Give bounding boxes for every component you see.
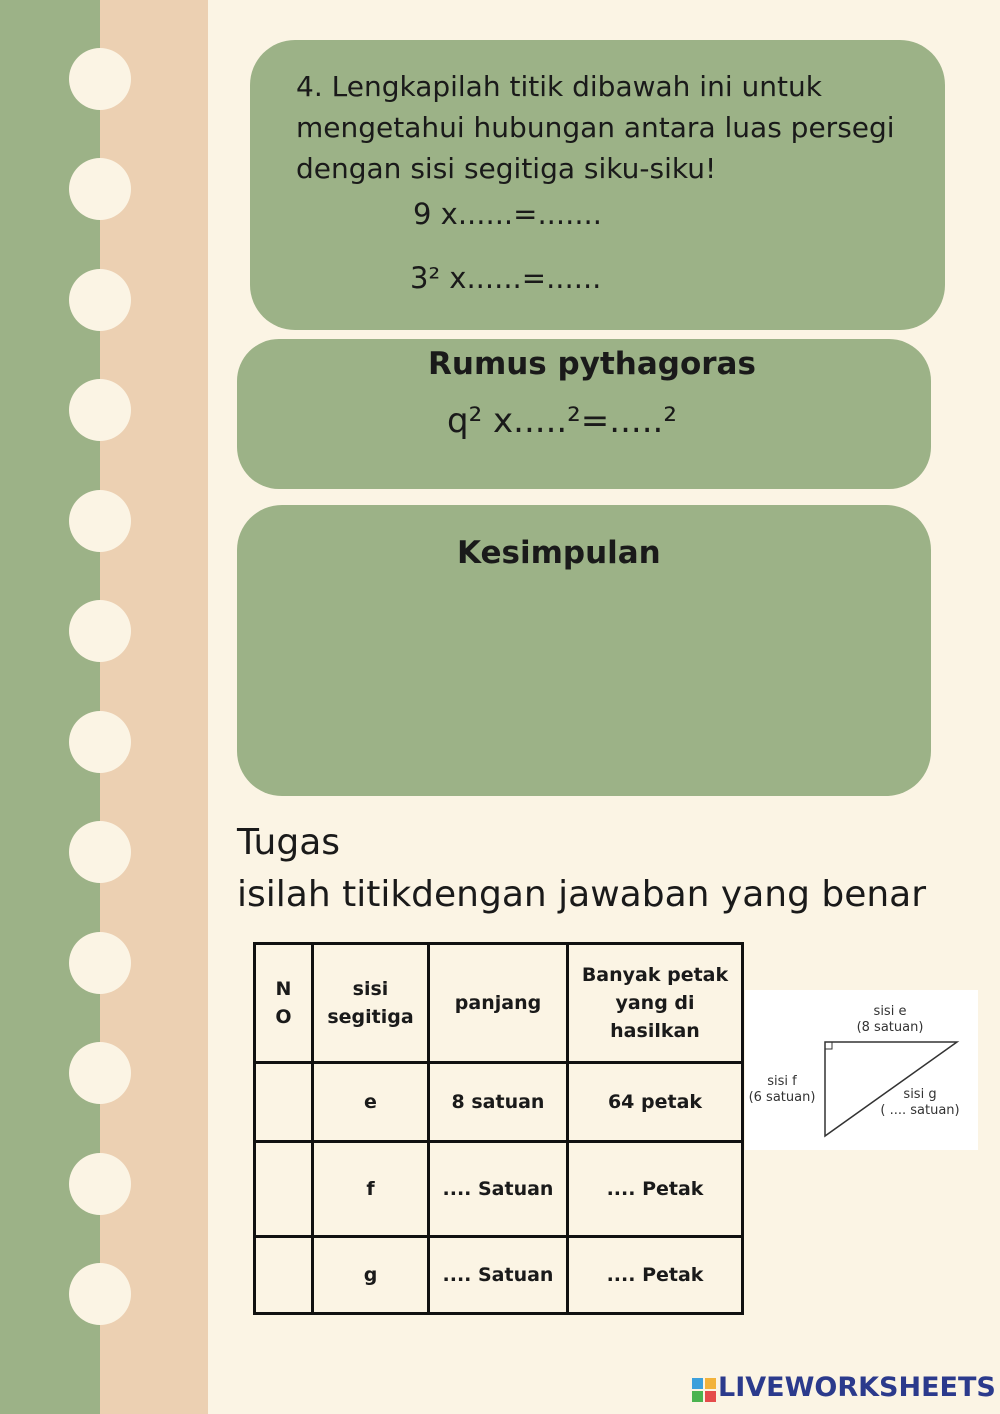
cell-side: g	[313, 1237, 429, 1314]
liveworksheets-logo-icon	[692, 1378, 716, 1402]
header-squares: Banyak petak yang di hasilkan	[568, 944, 743, 1063]
equation-2: 3² x......=......	[410, 261, 602, 295]
pythagoras-formula: q² x.....²=.....²	[447, 401, 677, 441]
cell-squares[interactable]: .... Petak	[568, 1142, 743, 1237]
cell-squares: 64 petak	[568, 1063, 743, 1142]
cell-length[interactable]: .... Satuan	[429, 1142, 568, 1237]
binder-hole	[69, 269, 131, 331]
cell-length[interactable]: .... Satuan	[429, 1237, 568, 1314]
triangle-figure	[745, 990, 978, 1150]
task-title: Tugas	[237, 822, 341, 863]
label-side-g: sisi g ( .... satuan)	[880, 1087, 960, 1118]
equation-1: 9 x......=.......	[413, 197, 602, 231]
table-row	[255, 1063, 743, 1142]
binder-hole	[69, 490, 131, 552]
pythagoras-title: Rumus pythagoras	[428, 346, 756, 382]
answer-table	[253, 942, 744, 1315]
brand-name[interactable]: LIVEWORKSHEETS	[718, 1372, 996, 1403]
header-no: N O	[255, 944, 313, 1063]
table-row	[255, 1142, 743, 1237]
header-side: sisi segitiga	[313, 944, 429, 1063]
cell-side: f	[313, 1142, 429, 1237]
binder-hole	[69, 600, 131, 662]
binder-hole	[69, 48, 131, 110]
binder-hole	[69, 1153, 131, 1215]
cell-no[interactable]	[255, 1063, 313, 1142]
binder-hole	[69, 158, 131, 220]
table-row	[255, 1237, 743, 1314]
binder-hole	[69, 932, 131, 994]
label-side-e: sisi e (8 satuan)	[856, 1004, 924, 1035]
header-length: panjang	[429, 944, 568, 1063]
binder-hole	[69, 1263, 131, 1325]
table-header-row	[255, 944, 743, 1063]
binder-hole	[69, 711, 131, 773]
conclusion-card	[237, 505, 931, 796]
binder-hole	[69, 379, 131, 441]
conclusion-title: Kesimpulan	[457, 535, 661, 571]
cell-squares[interactable]: .... Petak	[568, 1237, 743, 1314]
cell-side: e	[313, 1063, 429, 1142]
binder-hole	[69, 821, 131, 883]
cell-no[interactable]	[255, 1142, 313, 1237]
binder-hole	[69, 1042, 131, 1104]
pythagoras-card	[237, 339, 931, 489]
cell-length: 8 satuan	[429, 1063, 568, 1142]
question-text: 4. Lengkapilah titik dibawah ini untuk mengetahui hubungan antara luas persegi dengan sisi segitiga siku-siku!	[296, 70, 895, 185]
label-side-f: sisi f (6 satuan)	[748, 1074, 816, 1105]
cell-no[interactable]	[255, 1237, 313, 1314]
question-card	[250, 40, 945, 330]
task-instruction: isilah titikdengan jawaban yang benar	[237, 874, 927, 915]
